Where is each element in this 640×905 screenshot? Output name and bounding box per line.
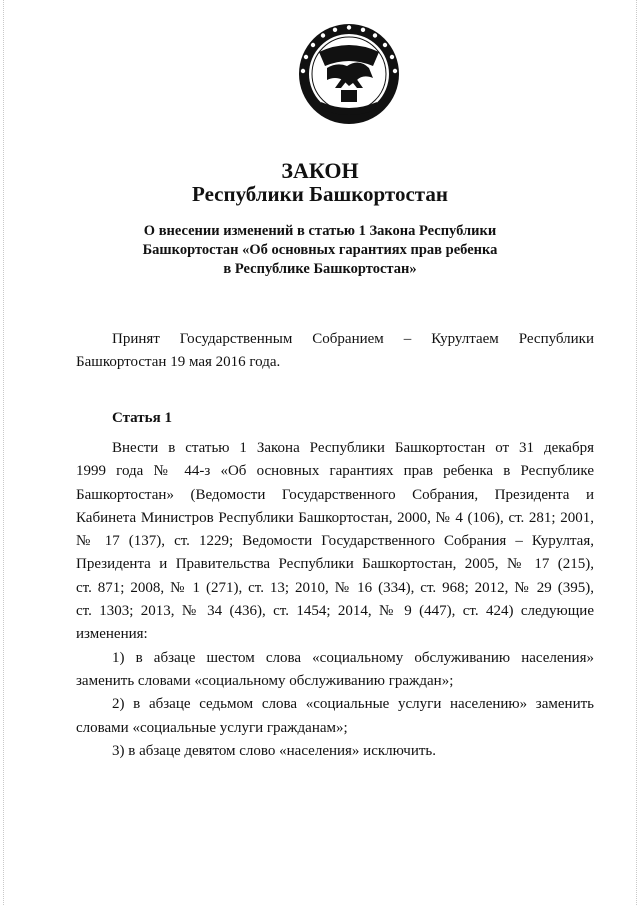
amendment-item-2-cont: словами «социальные услуги гражданам»; [76, 719, 348, 736]
amendment-item-1: 1) в абзаце шестом слова «социальному обслуживанию населения» [112, 649, 594, 666]
amendment-item-3: 3) в абзаце девятом слово «населения» исключить. [112, 742, 436, 759]
document-subtitle: Республики Башкортостан [192, 182, 448, 206]
document-title: ЗАКОН [281, 158, 359, 183]
adoption-paragraph [76, 328, 594, 373]
law-heading [0, 222, 640, 279]
adoption-line: Принят Государственным Собранием – Курултаем Республики [112, 331, 594, 347]
law-heading-line: Башкортостан «Об основных гарантиях прав ребенка [142, 242, 498, 258]
article-intro-line: ст. 1303; 2013, № 34 (436), ст. 1454; 2014, № 9 (447), ст. 424) следующие [76, 603, 594, 620]
article-body [76, 437, 594, 763]
law-heading-line: в Республике Башкортостан» [223, 261, 417, 277]
article-intro-line: Кабинета Министров Республики Башкортостан, 2000, № 4 (106), ст. 281; 2001, [76, 509, 594, 526]
article-heading: Статья 1 [112, 410, 172, 426]
page-edge-left [3, 0, 4, 905]
amendment-item-1-cont: заменить словами «социальному обслуживанию граждан»; [76, 672, 454, 689]
law-heading-line: О внесении изменений в статью 1 Закона Республики [143, 223, 497, 239]
article-intro-line: № 17 (137), ст. 1229; Ведомости Государственного Собрания – Курултая, [76, 533, 594, 550]
article-intro-line: Президента и Правительства Республики Башкортостан, 2005, № 17 (215), [76, 556, 594, 573]
article-intro-line: изменения: [76, 626, 148, 643]
coat-of-arms-emblem [297, 22, 401, 126]
article-intro-line: Внести в статью 1 Закона Республики Башкортостан от 31 декабря [112, 440, 594, 456]
amendment-item-2: 2) в абзаце седьмом слова «социальные услуги населению» заменить [112, 696, 594, 713]
page-edge-right [636, 0, 637, 905]
article-intro-line: Башкортостан» (Ведомости Государственного Собрания, Президента и [76, 486, 594, 503]
article-intro-line: 1999 года № 44-з «Об основных гарантиях прав ребенка в Республике [76, 463, 594, 480]
article-intro-line: ст. 871; 2008, № 1 (271), ст. 13; 2010, № 16 (334), ст. 968; 2012, № 29 (395), [76, 579, 594, 596]
adoption-line: Башкортостан 19 мая 2016 года. [76, 353, 281, 370]
